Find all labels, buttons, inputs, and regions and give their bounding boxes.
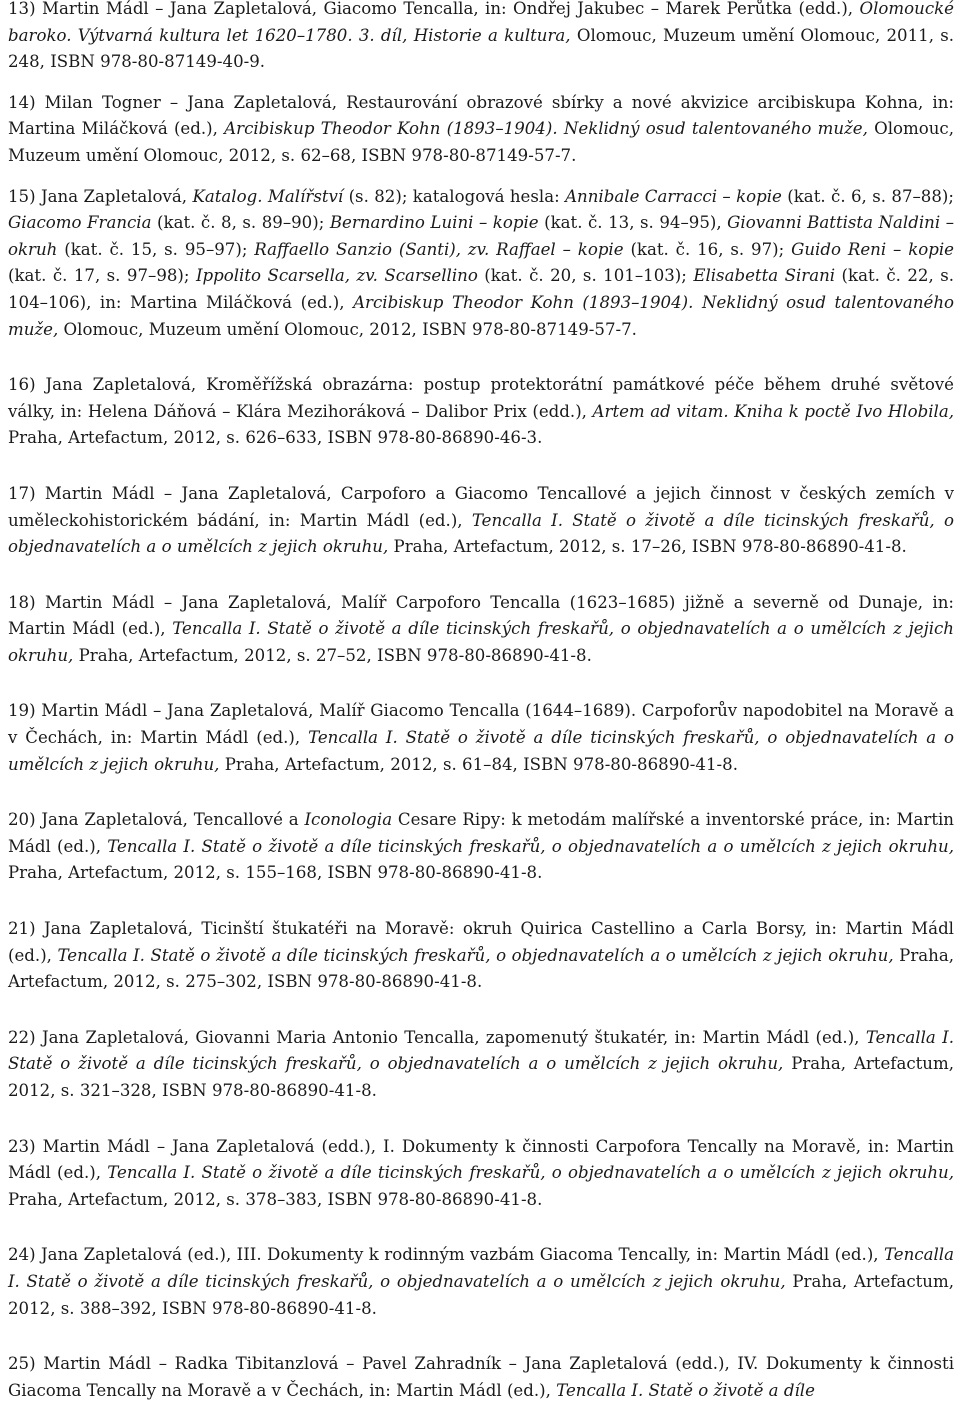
citation-text: Praha, Artefactum, 2012, s. 61–84, ISBN 978-80-86890-41-8.	[219, 754, 738, 774]
bibliography-entry-14	[8, 90, 954, 170]
bibliography-entry-23	[8, 1134, 954, 1214]
citation-text: 13) Martin Mádl – Jana Zapletalová, Giacomo Tencalla, in: Ondřej Jakubec – Marek Perůtka (edd.),	[8, 0, 860, 18]
citation-text: Praha, Artefactum, 2012, s. 626–633, ISBN 978-80-86890-46-3.	[8, 428, 543, 448]
citation-text: 19) Martin Mádl – Jana Zapletalová, Malíř Giacomo Tencalla (1644–1689). Carpoforův napodobitel na Moravě a v Čechách, in: Martin Mádl (ed.),	[8, 701, 954, 748]
bibliography-entry-20	[8, 807, 954, 887]
italic-title-text: Raffaello Sanzio (Santi), zv. Raffael – kopie	[254, 239, 624, 259]
citation-text: (kat. č. 6, s. 87–88);	[781, 186, 954, 206]
citation-text: (kat. č. 20, s. 101–103);	[477, 266, 694, 286]
citation-text: Praha, Artefactum, 2012, s. 17–26, ISBN 978-80-86890-41-8.	[388, 537, 907, 557]
italic-title-text: Tencalla I. Statě o životě a díle ticinských freskařů, o objednavatelích a o umělcích z jejich okruhu,	[107, 836, 954, 856]
italic-title-text: Artem ad vitam. Kniha k poctě Ivo Hlobila,	[592, 401, 954, 421]
bibliography-entry-24	[8, 1242, 954, 1322]
citation-text: 15) Jana Zapletalová,	[8, 186, 193, 206]
italic-title-text: Olomoucké baroko. Výtvarná kultura let 1620–1780. 3. díl, Historie a kultura,	[8, 0, 954, 45]
italic-title-text: Tencalla I. Statě o životě a díle ticinských freskařů, o objednavatelích a o umělcích z jejich okruhu,	[8, 1245, 954, 1291]
citation-text: Praha, Artefactum, 2012, s. 388–392, ISBN 978-80-86890-41-8.	[8, 1271, 954, 1318]
bibliography-page	[8, 0, 954, 1404]
bibliography-entry-16	[8, 372, 954, 452]
italic-title-text: Annibale Carracci – kopie	[565, 186, 782, 206]
italic-title-text: Tencalla I. Statě o životě a díle ticinských freskařů, o objednavatelích a o umělcích z jejich okruhu,	[8, 728, 955, 774]
citation-text: 16) Jana Zapletalová, Kroměřížská obrazárna: postup protektorátní památkové péče během druhé světové války, in: Helena Dáňová – Klára Mezihoráková – Dalibor Prix (edd.),	[8, 375, 954, 421]
bibliography-entry-25	[8, 1351, 954, 1404]
bibliography-entry-21	[8, 916, 954, 996]
citation-text: Praha, Artefactum, 2012, s. 275–302, ISBN 978-80-86890-41-8.	[8, 945, 955, 992]
italic-title-text: Arcibiskup Theodor Kohn (1893–1904). Neklidný osud talentovaného muže,	[224, 119, 868, 139]
citation-text: (kat. č. 22, s. 104–106), in: Martina Miláčková (ed.),	[8, 266, 955, 312]
citation-text: 22) Jana Zapletalová, Giovanni Maria Antonio Tencalla, zapomenutý štukatér, in: Martin Mádl (ed.),	[8, 1027, 866, 1047]
italic-title-text: Tencalla I. Statě o životě a díle ticinských freskařů, o objednavatelích a o umělcích z jejich okruhu,	[8, 1027, 955, 1074]
citation-text: 24) Jana Zapletalová (ed.), III. Dokumenty k rodinným vazbám Giacoma Tencally, in: Martin Mádl (ed.),	[8, 1245, 885, 1265]
italic-title-text: Giovanni Battista Naldini – okruh	[8, 213, 954, 259]
italic-title-text: Tencalla I. Statě o životě a díle	[556, 1380, 815, 1400]
bibliography-entry-18	[8, 590, 954, 670]
italic-title-text: Tencalla I. Statě o životě a díle ticinských freskařů, o objednavatelích a o umělcích z jejich okruhu,	[8, 619, 954, 665]
italic-title-text: Tencalla I. Statě o životě a díle ticinských freskařů, o objednavatelích a o umělcích z jejich okruhu,	[57, 945, 894, 965]
italic-title-text: Tencalla I. Statě o životě a díle ticinských freskařů, o objednavatelích a o umělcích z jejich okruhu,	[8, 510, 954, 557]
italic-title-text: Bernardino Luini – kopie	[329, 213, 539, 233]
citation-text: 17) Martin Mádl – Jana Zapletalová, Carpoforo a Giacomo Tencallové a jejich činnost v českých zemích v uměleckohistorickém bádání, in: Martin Mádl (ed.),	[8, 483, 954, 530]
citation-text: 20) Jana Zapletalová, Tencallové a	[8, 810, 305, 830]
citation-text: 25) Martin Mádl – Radka Tibitanzlová – Pavel Zahradník – Jana Zapletalová (edd.), IV. Dokumenty k činnosti Giacoma Tencally na Moravě a v Čechách, in: Martin Mádl (ed.),	[8, 1354, 954, 1400]
citation-text: 23) Martin Mádl – Jana Zapletalová (edd.), I. Dokumenty k činnosti Carpofora Tencally na Moravě, in: Martin Mádl (ed.),	[8, 1136, 954, 1183]
citation-text: Olomouc, Muzeum umění Olomouc, 2011, s. 248, ISBN 978-80-87149-40-9.	[8, 25, 954, 72]
bibliography-entry-17	[8, 481, 954, 561]
citation-text: (kat. č. 13, s. 94–95),	[538, 213, 728, 233]
citation-text: Praha, Artefactum, 2012, s. 155–168, ISBN 978-80-86890-41-8.	[8, 863, 543, 883]
citation-text: 21) Jana Zapletalová, Ticinští štukatéři na Moravě: okruh Quirica Castellino a Carla Borsy, in: Martin Mádl (ed.),	[8, 919, 954, 965]
bibliography-entry-19	[8, 698, 954, 778]
italic-title-text: Guido Reni – kopie	[791, 239, 954, 259]
citation-text: Olomouc, Muzeum umění Olomouc, 2012, s. 62–68, ISBN 978-80-87149-57-7.	[8, 119, 954, 165]
citation-text: 18) Martin Mádl – Jana Zapletalová, Malíř Carpoforo Tencalla (1623–1685) jižně a severně od Dunaje, in: Martin Mádl (ed.),	[8, 592, 954, 639]
bibliography-entry-15	[8, 184, 954, 344]
citation-text: Praha, Artefactum, 2012, s. 27–52, ISBN 978-80-86890-41-8.	[73, 645, 592, 665]
citation-text: Praha, Artefactum, 2012, s. 378–383, ISBN 978-80-86890-41-8.	[8, 1189, 543, 1209]
citation-text: Olomouc, Muzeum umění Olomouc, 2012, ISBN 978-80-87149-57-7.	[58, 319, 637, 339]
citation-text: (kat. č. 16, s. 97);	[623, 239, 792, 259]
citation-text: Cesare Ripy: k metodám malířské a inventorské práce, in: Martin Mádl (ed.),	[8, 810, 954, 856]
italic-title-text: Elisabetta Sirani	[693, 266, 836, 286]
citation-text: Praha, Artefactum, 2012, s. 321–328, ISBN 978-80-86890-41-8.	[8, 1054, 954, 1100]
italic-title-text: Arcibiskup Theodor Kohn (1893–1904). Neklidný osud talentovaného muže,	[8, 292, 955, 339]
italic-title-text: Iconologia	[304, 810, 393, 830]
citation-text: (kat. č. 8, s. 89–90);	[151, 213, 330, 233]
italic-title-text: Katalog. Malířství	[192, 186, 344, 206]
citation-text: (kat. č. 15, s. 95–97);	[57, 239, 255, 259]
italic-title-text: Tencalla I. Statě o životě a díle ticinských freskařů, o objednavatelích a o umělcích z jejich okruhu,	[107, 1163, 954, 1183]
italic-title-text: Ippolito Scarsella, zv. Scarsellino	[195, 266, 478, 286]
citation-text: (kat. č. 17, s. 97–98);	[8, 266, 196, 286]
italic-title-text: Giacomo Francia	[8, 213, 152, 233]
bibliography-entry-13	[8, 0, 954, 76]
bibliography-entry-22	[8, 1025, 954, 1105]
citation-text: (s. 82); katalogová hesla:	[343, 186, 566, 206]
citation-text: 14) Milan Togner – Jana Zapletalová, Restaurování obrazové sbírky a nové akvizice arcibiskupa Kohna, in: Martina Miláčková (ed.),	[8, 92, 954, 139]
